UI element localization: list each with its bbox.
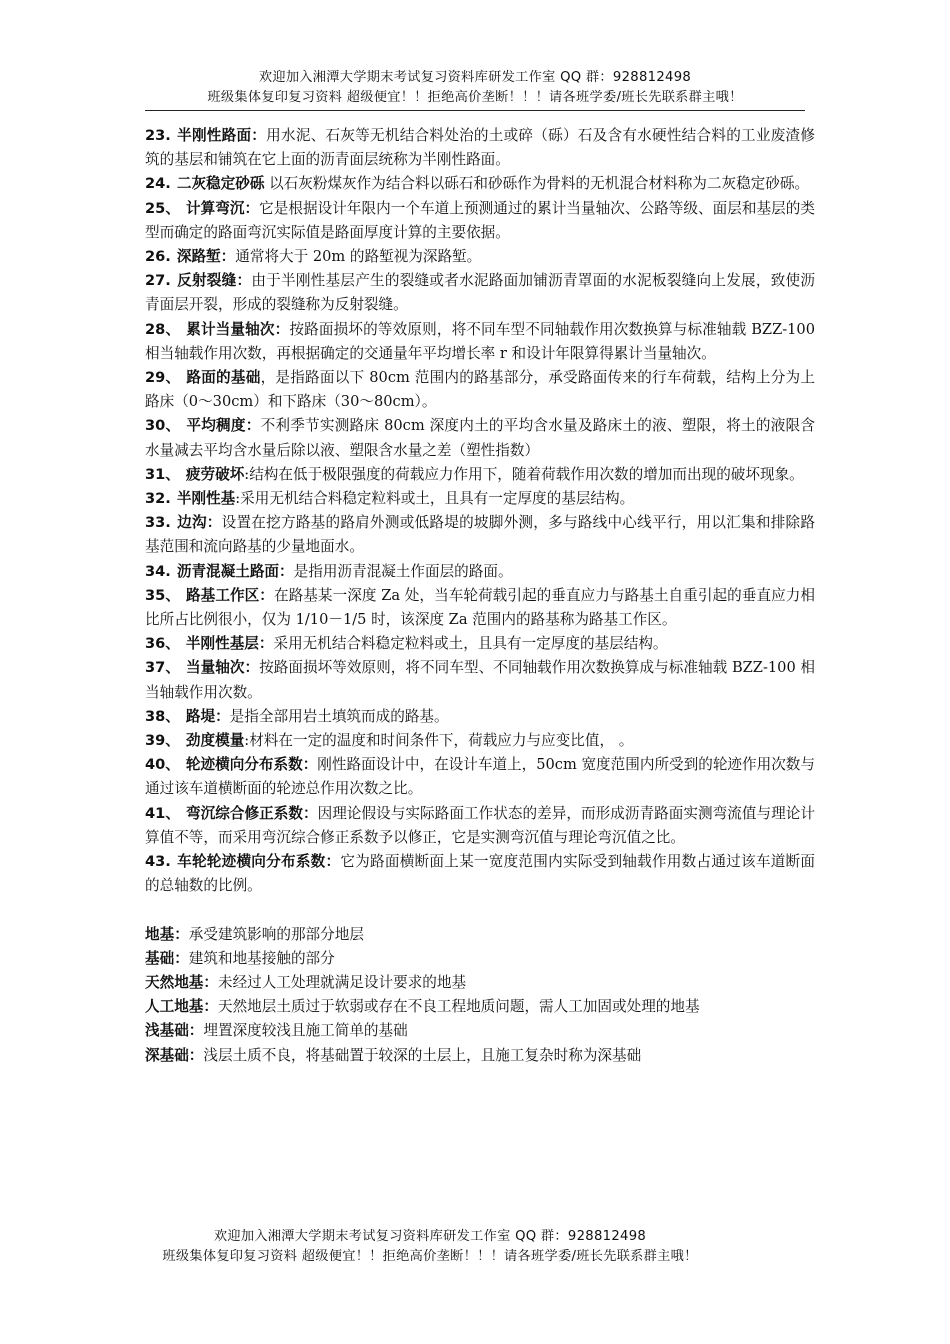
footer-line-2: 班级集体复印复习资料 超级便宜！！拒绝高价垄断！！！请各班学委/班长先联系群主哦！: [162, 1249, 698, 1264]
entry-number: 26.: [145, 248, 171, 266]
header-line-2: 班级集体复印复习资料 超级便宜！！拒绝高价垄断！！！请各班学委/班长先联系群主哦！: [207, 90, 743, 105]
entry-number: 38、: [145, 707, 180, 725]
glossary-entry: [145, 463, 815, 487]
entry-term: 路面的基础: [186, 369, 261, 387]
entry-definition: 因理论假设与实际路面工作状态的差异，而形成沥青路面实测弯流值与理论计算值不等，而采用弯沉综合修正系数予以修正，它是实测弯沉值与理论弯沉值之比。: [145, 804, 815, 846]
entry-number: 23.: [145, 127, 171, 144]
glossary-entry: [145, 414, 815, 462]
entry-number: 40、: [145, 756, 180, 774]
glossary-entry: [145, 584, 815, 632]
entry-number: 35、: [145, 586, 181, 604]
glossary-entry: [145, 632, 815, 656]
entry-term: 二灰稳定砂砾: [176, 175, 265, 193]
glossary-entry: [145, 124, 815, 172]
entry-term: 半刚性基层：: [185, 635, 274, 653]
entry-term: 沥青混凝土路面：: [176, 562, 294, 580]
entry-number: 25、: [145, 199, 180, 217]
glossary-entry: [145, 729, 815, 753]
definition-entry: [145, 923, 815, 947]
entry-term: 轮迹横向分布系数：: [185, 756, 318, 774]
entry-definition: 按路面损坏等效原则，将不同车型、不同轴载作用次数换算成与标准轴载 BZZ-100 相当轴载作用次数。: [145, 659, 815, 701]
entry-number: 36、: [145, 635, 180, 653]
definition-text: 浅层土质不良，将基础置于较深的土层上，且施工复杂时称为深基础: [203, 1046, 642, 1064]
entry-number: 33.: [145, 514, 171, 532]
header-line-1: 欢迎加入湘潭大学期末考试复习资料库研发工作室 QQ 群：928812498: [258, 70, 692, 85]
entry-definition: ，是指路面以下 80cm 范围内的路基部分，承受路面传来的行车荷载，结构上分为上路床（0～30cm）和下路床（30～80cm）。: [145, 369, 815, 411]
definition-entry: [145, 971, 815, 995]
entry-term: 疲劳破坏: [185, 465, 245, 483]
entry-definition: 以石灰粉煤灰作为结合料以砾石和砂砾作为骨料的无机混合材料称为二灰稳定砂砾。: [264, 175, 810, 193]
definition-term: 地基：: [145, 925, 189, 943]
entry-number: 29、: [145, 369, 181, 387]
entry-definition: 是指全部用岩土填筑而成的路基。: [229, 707, 449, 725]
entry-term: 反射裂缝：: [176, 272, 252, 290]
glossary-entry: [145, 560, 815, 584]
entry-definition: 它为路面横断面上某一宽度范围内实际受到轴载作用数占通过该车道断面的总轴数的比例。: [145, 853, 815, 895]
definition-text: 建筑和地基接触的部分: [188, 949, 335, 967]
definition-list: [145, 923, 815, 1068]
glossary-list: [145, 124, 815, 899]
entry-term: 半刚性基: [176, 490, 236, 508]
glossary-entry: [145, 753, 815, 801]
page-header: [145, 68, 805, 111]
entry-definition: 不利季节实测路床 80cm 深度内土的平均含水量及路床土的液、塑限，将土的液限含水量减去平均含水量后除以液、塑限含水量之差（塑性指数）: [145, 417, 815, 459]
definition-text: 未经过人工处理就满足设计要求的地基: [217, 973, 467, 991]
entry-number: 43.: [145, 853, 171, 871]
definition-term: 基础：: [145, 949, 189, 967]
entry-number: 31、: [145, 465, 180, 483]
definition-entry: [145, 1044, 815, 1068]
glossary-entry: [145, 172, 815, 196]
entry-definition: 在路基某一深度 Za 处，当车轮荷载引起的垂直应力与路基土自重引起的垂直应力相比所占比例很小，仅为 1/10－1/5 时，该深度 Za 范围内的路基称为路基工作区。: [145, 586, 815, 629]
glossary-entry: [145, 269, 815, 317]
entry-definition: 按路面损坏的等效原则，将不同车型不同轴载作用次数换算与标准轴载 BZZ-100 相当轴载作用次数，再根据确定的交通量年平均增长率 r 和设计年限算得累计当量轴次。: [145, 320, 815, 362]
entry-number: 24.: [145, 175, 171, 193]
entry-definition: 设置在挖方路基的路肩外测或低路堤的坡脚外测，多与路线中心线平行，用以汇集和排除路基范围和流向路基的少量地面水。: [145, 514, 815, 556]
entry-definition: 通常将大于 20m 的路堑视为深路堑。: [235, 248, 482, 266]
entry-number: 28、: [145, 320, 181, 338]
entry-number: 32.: [145, 490, 171, 508]
glossary-entry: [145, 366, 815, 414]
entry-definition: :采用无机结合料稳定粒料或土，且具有一定厚度的基层结构。: [235, 490, 635, 508]
glossary-entry: [145, 318, 815, 366]
definition-term: 浅基础：: [145, 1022, 204, 1040]
definition-term: 人工地基：: [145, 998, 218, 1016]
glossary-entry: [145, 850, 815, 898]
entry-definition: 采用无机结合料稳定粒料或土，且具有一定厚度的基层结构。: [273, 635, 668, 653]
entry-term: 平均稠度：: [186, 417, 261, 435]
entry-term: 路堤：: [185, 707, 230, 725]
glossary-entry: [145, 656, 815, 704]
glossary-entry: [145, 487, 815, 511]
document-body: [145, 124, 815, 1068]
entry-definition: 是指用沥青混凝土作面层的路面。: [293, 562, 513, 580]
entry-term: 弯沉综合修正系数：: [185, 804, 318, 822]
glossary-entry: [145, 802, 815, 850]
entry-term: 半刚性路面：: [176, 127, 267, 144]
glossary-entry: [145, 511, 815, 559]
entry-term: 计算弯沉：: [185, 199, 260, 217]
definition-entry: [145, 1019, 815, 1043]
entry-number: 30、: [145, 417, 181, 435]
entry-term: 车轮轮迹横向分布系数：: [176, 853, 341, 871]
entry-term: 边沟：: [176, 514, 222, 532]
definition-entry: [145, 995, 815, 1019]
entry-term: 劲度模量: [185, 732, 245, 750]
entry-number: 37、: [145, 659, 180, 677]
entry-term: 路基工作区：: [186, 586, 274, 604]
glossary-entry: [145, 245, 815, 269]
definition-term: 天然地基：: [145, 973, 218, 991]
entry-definition: 用水泥、石灰等无机结合料处治的土或碎（砾）石及含有水硬性结合料的工业废渣修筑的基层和铺筑在它上面的沥青面层统称为半刚性路面。: [145, 127, 815, 169]
entry-definition: :结构在低于极限强度的荷载应力作用下，随着荷载作用次数的增加而出现的破坏现象。: [244, 465, 804, 483]
definition-term: 深基础：: [145, 1046, 204, 1064]
entry-number: 27.: [145, 272, 171, 290]
entry-term: 深路堑：: [176, 248, 236, 266]
entry-term: 累计当量轴次：: [186, 320, 290, 338]
entry-definition: 它是根据设计年限内一个车道上预测通过的累计当量轴次、公路等级、面层和基层的类型而确定的路面弯沉实际值是路面厚度计算的主要依据。: [145, 199, 815, 241]
entry-definition: 刚性路面设计中，在设计车道上，50cm 宽度范围内所受到的轮迹作用次数与通过该车道横断面的轮迹总作用次数之比。: [145, 756, 815, 798]
section-gap: [145, 899, 815, 923]
page-footer: [140, 1227, 720, 1267]
entry-term: 当量轴次：: [185, 659, 260, 677]
glossary-entry: [145, 705, 815, 729]
entry-number: 41、: [145, 804, 180, 822]
glossary-entry: [145, 197, 815, 245]
entry-number: 34.: [145, 562, 171, 580]
footer-line-1: 欢迎加入湘潭大学期末考试复习资料库研发工作室 QQ 群：928812498: [213, 1229, 647, 1244]
entry-definition: 由于半刚性基层产生的裂缝或者水泥路面加铺沥青罩面的水泥板裂缝向上发展，致使沥青面层开裂，形成的裂缝称为反射裂缝。: [145, 272, 815, 314]
definition-text: 承受建筑影响的那部分地层: [188, 925, 364, 943]
definition-entry: [145, 947, 815, 971]
definition-text: 天然地层土质过于软弱或存在不良工程地质问题，需人工加固或处理的地基: [217, 998, 700, 1016]
entry-definition: :材料在一定的温度和时间条件下，荷载应力与应变比值， 。: [244, 732, 634, 750]
definition-text: 埋置深度较浅且施工简单的基础: [203, 1022, 408, 1040]
entry-number: 39、: [145, 732, 180, 750]
